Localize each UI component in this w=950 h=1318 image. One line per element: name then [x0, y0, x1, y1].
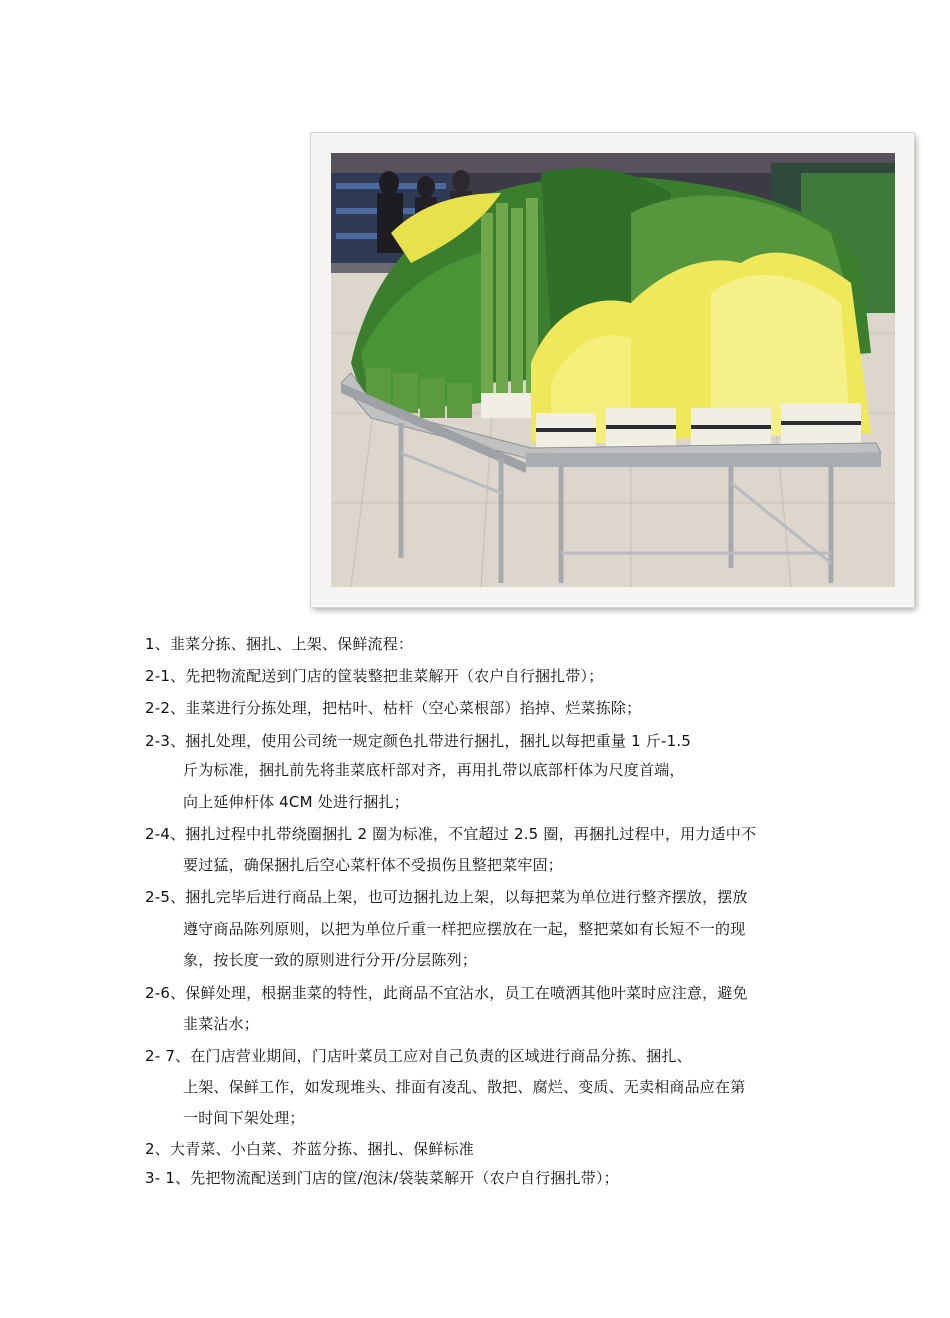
paragraph-2-6: 2-6、保鲜处理，根据韭菜的特性，此商品不宜沾水，员工在喷洒其他叶菜时应注意，避免	[145, 984, 748, 1002]
section-heading-1: 1、韭菜分拣、捆扎、上架、保鲜流程：	[145, 635, 414, 653]
paragraph-2-7-cont-2: 一时间下架处理；	[183, 1109, 305, 1127]
paragraph-2-4-cont: 要过猛，确保捆扎后空心菜杆体不受损伤且整把菜牢固；	[183, 856, 564, 874]
vegetable-display-photo	[331, 153, 895, 587]
paragraph-2-7: 2- 7、在门店营业期间，门店叶菜员工应对自己负责的区域进行商品分拣、捆扎、	[145, 1047, 692, 1065]
paragraph-2-2: 2-2、韭菜进行分拣处理，把枯叶、枯杆（空心菜根部）掐掉、烂菜拣除；	[145, 699, 642, 717]
vegetable-display-illustration	[331, 153, 895, 587]
photo-frame	[311, 133, 914, 607]
paragraph-2-3-cont-1: 斤为标准，捆扎前先将韭菜底杆部对齐，再用扎带以底部杆体为尺度首端，	[183, 761, 685, 779]
paragraph-2-3-cont-2: 向上延伸杆体 4CM 处进行捆扎；	[183, 793, 409, 811]
paragraph-2-5-cont-2: 象，按长度一致的原则进行分开/分层陈列；	[183, 951, 478, 969]
paragraph-2-4: 2-4、捆扎过程中扎带绕圈捆扎 2 圈为标准，不宜超过 2.5 圈，再捆扎过程中，用力适中不	[145, 825, 757, 843]
paragraph-2-3: 2-3、捆扎处理，使用公司统一规定颜色扎带进行捆扎，捆扎以每把重量 1 斤-1.5	[145, 732, 692, 750]
paragraph-3-1: 3- 1、先把物流配送到门店的筐/泡沫/袋装菜解开（农户自行捆扎带）；	[145, 1169, 619, 1187]
paragraph-2-1: 2-1、先把物流配送到门店的筐装整把韭菜解开（农户自行捆扎带）；	[145, 667, 604, 685]
paragraph-2-5: 2-5、捆扎完毕后进行商品上架，也可边捆扎边上架，以每把菜为单位进行整齐摆放，摆放	[145, 888, 748, 906]
paragraph-2-7-cont-1: 上架、保鲜工作，如发现堆头、排面有凌乱、散把、腐烂、变质、无卖相商品应在第	[183, 1078, 746, 1096]
section-heading-2: 2、大青菜、小白菜、芥蓝分拣、捆扎、保鲜标准	[145, 1140, 474, 1158]
paragraph-2-6-cont: 韭菜沾水；	[183, 1015, 260, 1033]
paragraph-2-5-cont-1: 遵守商品陈列原则，以把为单位斤重一样把应摆放在一起，整把菜如有长短不一的现	[183, 920, 746, 938]
